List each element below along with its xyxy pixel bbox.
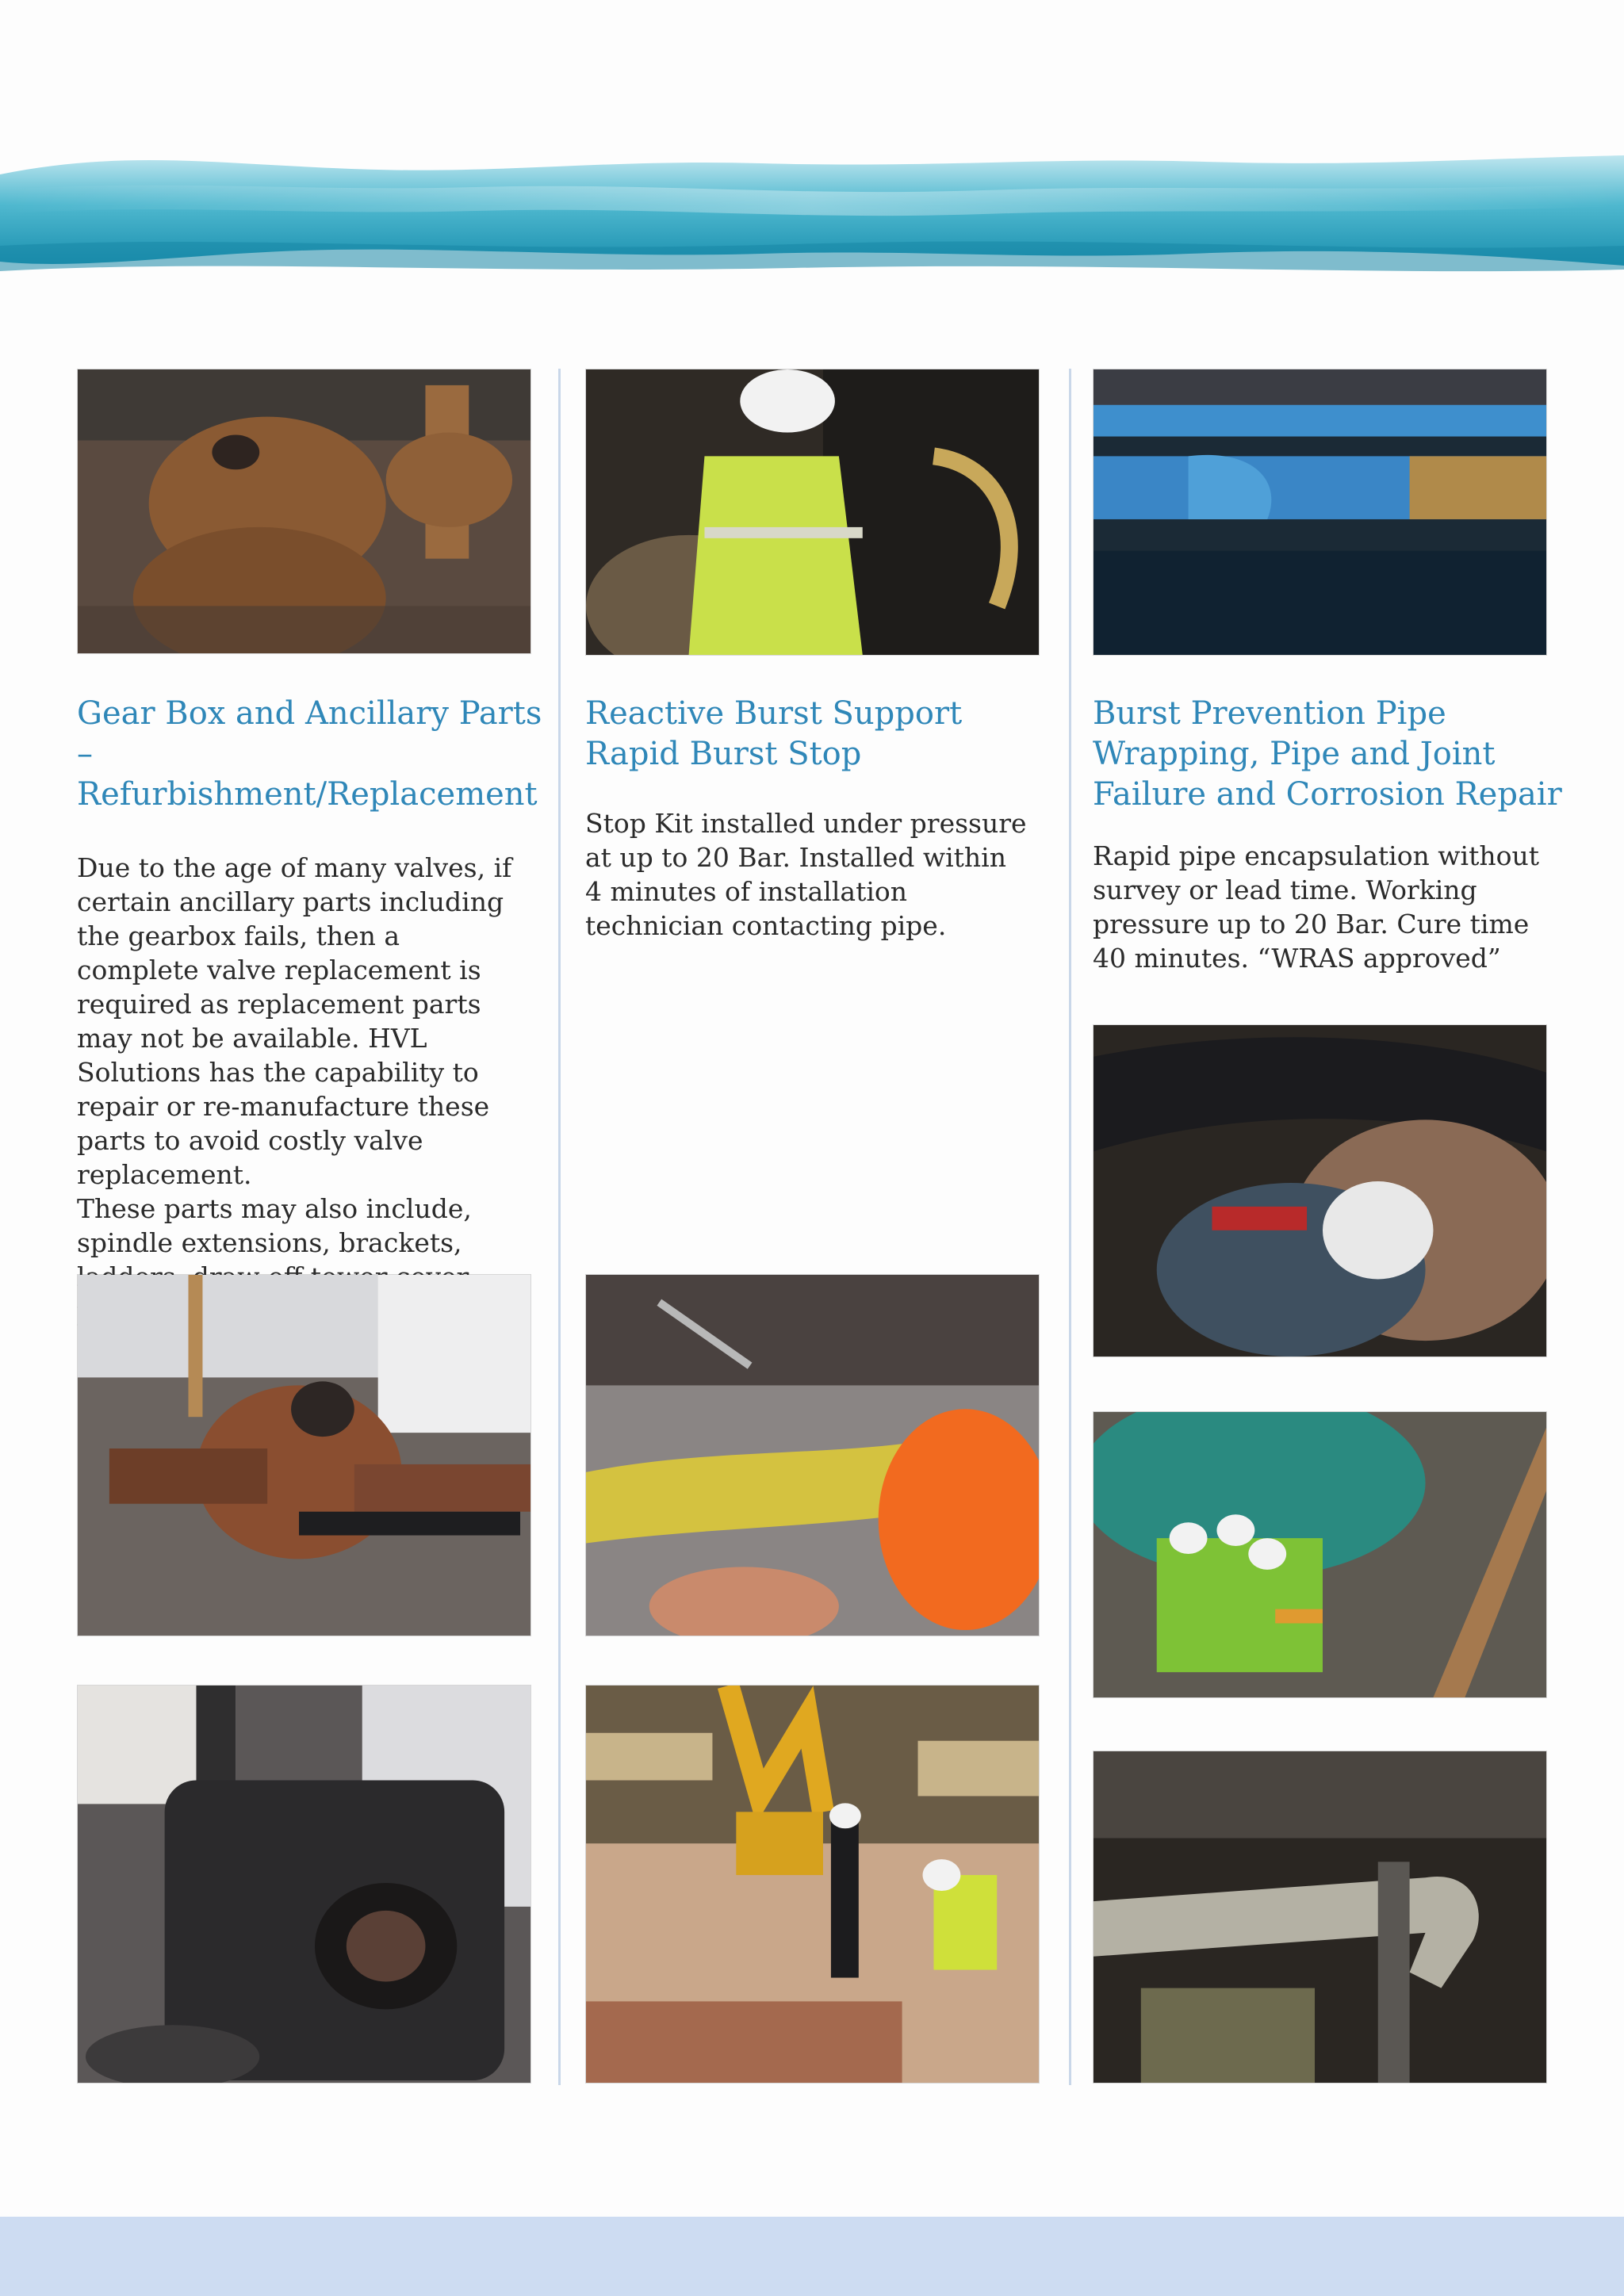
gearbox-heading: Gear Box and Ancillary Parts – Refurbishment/Replacement xyxy=(77,695,542,813)
column-1-text xyxy=(77,694,553,1328)
burst-support-heading: Reactive Burst Support Rapid Burst Stop xyxy=(585,695,963,772)
refurbished-gearbox-photo xyxy=(77,1685,531,2084)
water-wave-banner xyxy=(0,135,1624,293)
wrapped-pipe-bend-photo xyxy=(1093,1751,1547,2084)
footer-band xyxy=(0,2217,1624,2296)
excavation-site-photo xyxy=(585,1685,1040,2084)
burst-stop-clamp-photo xyxy=(585,1274,1040,1636)
lifted-gearbox-photo xyxy=(77,1274,531,1636)
rusty-gearbox-photo xyxy=(77,369,531,654)
pipe-wrap-technician-photo xyxy=(1093,1024,1547,1357)
column-divider xyxy=(558,369,561,2085)
pipe-repair-crew-photo xyxy=(1093,1411,1547,1698)
wrapped-pipe-photo xyxy=(1093,369,1547,656)
gearbox-body: Due to the age of many valves, if certain ancillary parts including the gearbox fails, then a complete valve replacement is required as replacement parts may not be available. HVL Solutions has the capability to repair or re-manufacture these parts to avoid costly valve replacement. These parts may also include, spindle extensions, brackets, xyxy=(77,852,512,1258)
burst-support-body: Stop Kit installed under pressure at up to 20 Bar. Installed within 4 minutes of installation technician contacting pipe. xyxy=(585,808,1027,941)
column-3-text xyxy=(1093,694,1584,975)
column-2-text xyxy=(585,694,1061,943)
pipe-wrapping-heading: Burst Prevention Pipe Wrapping, Pipe and Joint Failure and Corrosion Repair xyxy=(1093,695,1562,813)
pipe-wrapping-body: Rapid pipe encapsulation without survey or lead time. Working pressure up to 20 Bar. Cure time 40 minutes. “WRAS approved” xyxy=(1093,840,1539,974)
column-divider xyxy=(1069,369,1071,2085)
technician-hi-vis-photo xyxy=(585,369,1040,656)
